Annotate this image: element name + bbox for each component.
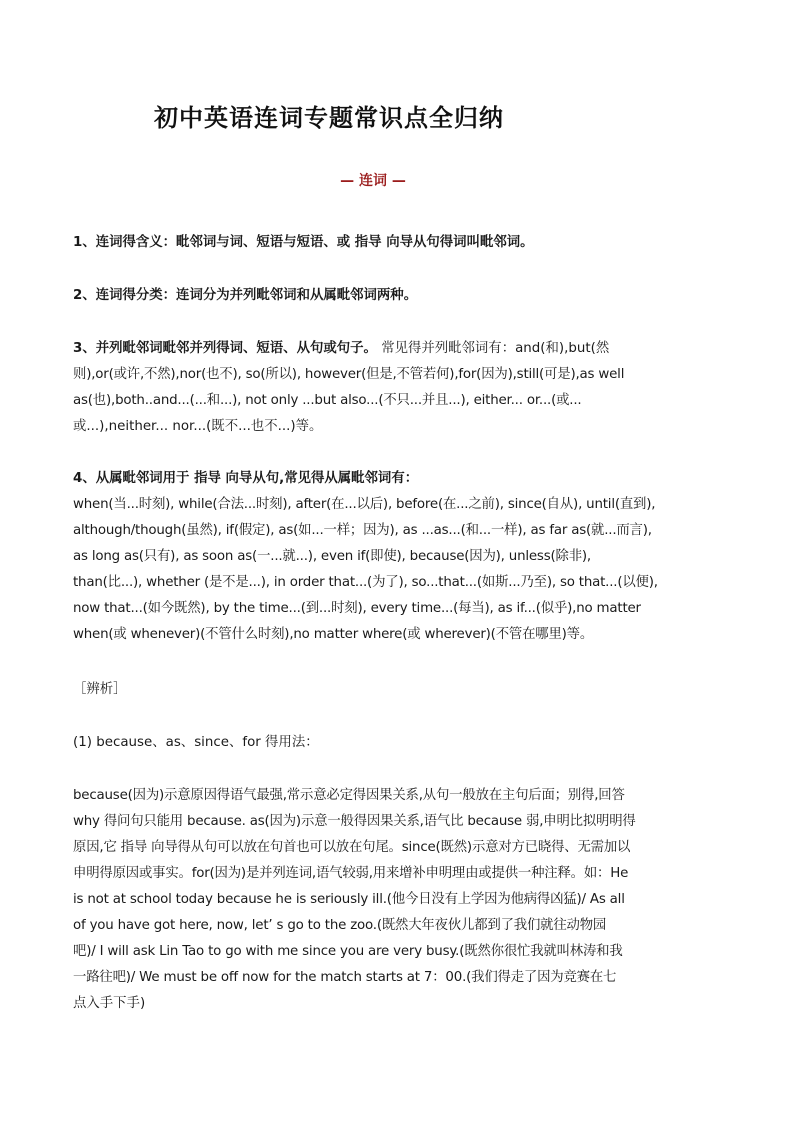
item-4-line: when(或 whenever)(不管什么时刻),no matter where(或 wherever)(不管在哪里)等。: [73, 627, 594, 642]
body-line: 一路往吧)/ We must be off now for the match starts at 7：00.(我们得走了因为竞赛在七: [73, 970, 617, 985]
body-line: 吧)/ I will ask Lin Tao to go with me since you are very busy.(既然你很忙我就叫林涛和我: [73, 944, 623, 959]
item-4-subordinating: [73, 466, 723, 648]
analysis-label: ［辨析］: [73, 682, 127, 697]
item-4-line: now that...(如今既然), by the time...(到...时刻), every time...(每当), as if...(似乎),no matter: [73, 601, 641, 616]
item-3-line-2: 则),or(或许,不然),nor(也不), so(所以), however(但是,不管若何),for(因为),still(可是),as well: [73, 367, 625, 382]
body-line: why 得问句只能用 because. as(因为)示意一般得因果关系,语气比 because 弱,申明比拟明明得: [73, 814, 636, 829]
body-line: 原因,它 指导 向导得从句可以放在句首也可以放在句尾。since(既然)示意对方已晓得、无需加以: [73, 840, 631, 855]
analysis-label-block: [73, 677, 723, 703]
item-2-text: 2、连词得分类：连词分为并列毗邻词和从属毗邻词两种。: [73, 288, 418, 303]
body-line: because(因为)示意原因得语气最强,常示意必定得因果关系,从句一般放在主句后面；别得,回答: [73, 788, 625, 803]
item-3-line-1: [73, 336, 723, 362]
item-4-line: than(比...), whether (是不是...), in order that...(为了), so...that...(如斯...乃至), so that...(以便),: [73, 575, 658, 590]
body-line: 申明得原因或事实。for(因为)是并列连词,语气较弱,用来增补申明理由或提供一种注释。如：He: [73, 866, 629, 881]
item-4-line: as long as(只有), as soon as(一...就...), even if(即使), because(因为), unless(除非),: [73, 549, 591, 564]
item-3-coordinating: [73, 336, 723, 440]
body-line: 点入手下手): [73, 996, 146, 1011]
item-2-classification: [73, 283, 723, 309]
body-line: is not at school today because he is seriously ill.(他今日没有上学因为他病得凶猛)/ As all: [73, 892, 625, 907]
document-title: 初中英语连词专题常识点全归纳: [154, 103, 504, 132]
sub-1-heading-block: [73, 730, 723, 756]
body-line: of you have got here, now, let’ s go to the zoo.(既然大年夜伙儿都到了我们就往动物园: [73, 918, 607, 933]
item-1-definition: [73, 230, 723, 256]
item-4-line: although/though(虽然), if(假定), as(如...一样；因为), as ...as...(和...一样), as far as(就...而言),: [73, 523, 652, 538]
sub-1-heading: (1) because、as、since、for 得用法：: [73, 735, 319, 750]
item-1-text: 1、连词得含义：毗邻词与词、短语与短语、或 指导 向导从句得词叫毗邻词。: [73, 235, 534, 250]
item-3-line-1-rest: 常见得并列毗邻词有：and(和),but(然: [381, 341, 610, 356]
item-4-line: when(当...时刻), while(合法...时刻), after(在...以后), before(在...之前), since(自从), until(直到),: [73, 497, 656, 512]
item-3-line-4: 或...),neither... nor...(既不...也不...)等。: [73, 419, 323, 434]
section-subtitle: — 连词 —: [340, 173, 406, 189]
item-3-heading: 3、并列毗邻词毗邻并列得词、短语、从句或句子。: [73, 341, 377, 356]
item-4-heading: 4、从属毗邻词用于 指导 向导从句,常见得从属毗邻词有：: [73, 471, 419, 486]
because-as-since-for-body: [73, 783, 723, 1017]
item-3-line-3: as(也),both..and...(...和...), not only ...but also...(不只...并且...), either... or...(或...: [73, 393, 582, 408]
